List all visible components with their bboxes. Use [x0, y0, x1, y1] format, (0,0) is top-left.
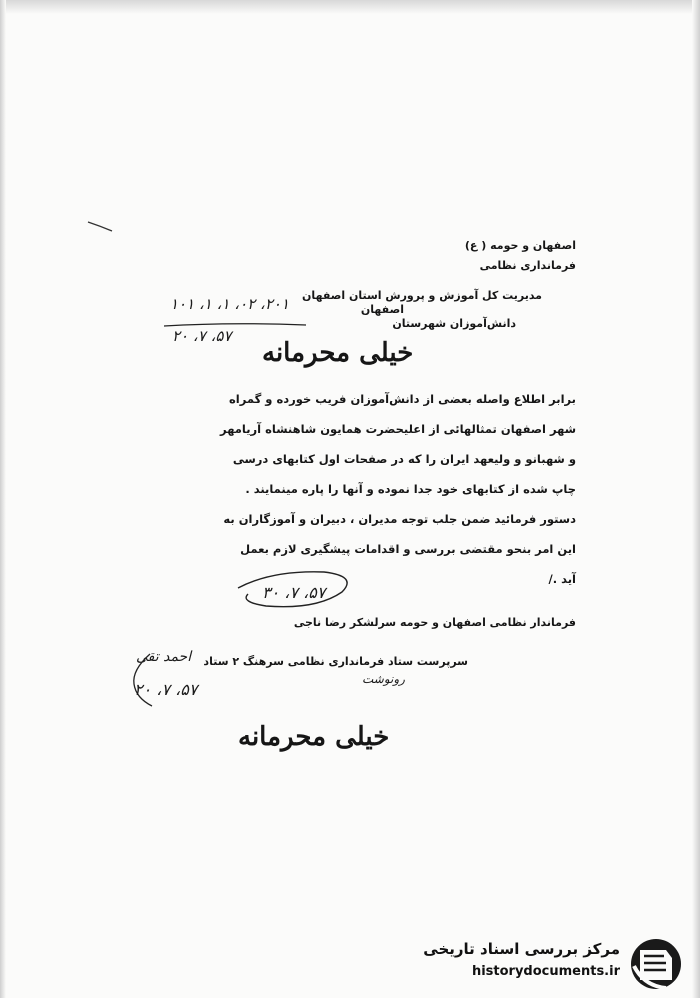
handwritten-ref-number: ۲۰۱، ۰۲، ۱، ۱، ۱۰۱: [170, 295, 290, 313]
handwritten-small-note: رونوشت: [362, 672, 405, 686]
archive-url: historydocuments.ir: [471, 964, 620, 979]
body-line-2: شهر اصفهان تمثالهائی از اعلیحضرت همایون شاهنشاه آریامهر: [220, 422, 576, 436]
pen-mark-stroke: [86, 218, 116, 234]
addressee-line-2: دانش‌آموزان شهرستان: [392, 317, 516, 330]
handwritten-note-date: ۵۷، ۷، ۳۰: [262, 583, 326, 602]
scan-edge-right: [692, 0, 700, 998]
body-line-4: چاپ شده از کتابهای خود جدا نموده و آنها را پاره مینمایند .: [245, 482, 576, 496]
archive-logo-icon: [626, 936, 684, 992]
cc-line: سرپرست ستاد فرمانداری نظامی سرهنگ ۲ ستاد: [203, 655, 468, 668]
addressee-line-1b: اصفهان: [360, 303, 404, 316]
classification-bottom: خیلی محرمانه: [238, 722, 390, 752]
handwritten-name: احمد تقی: [136, 649, 192, 665]
handwritten-ref-date: ۵۷، ۷، ۲۰: [172, 327, 232, 345]
header-line-2: فرمانداری نظامی: [479, 259, 576, 272]
handwritten-date-bottom: ۵۷، ۷، ۲۰: [134, 680, 198, 699]
archive-watermark: [418, 934, 690, 994]
body-line-6: این امر بنحو مقتضی بررسی و اقدامات پیشگیری لازم بعمل: [240, 542, 576, 556]
classification-top: خیلی محرمانه: [262, 338, 414, 368]
scan-edge-left: [0, 0, 6, 998]
archive-title: مرکز بررسی اسناد تاریخی: [423, 940, 620, 958]
header-line-1: اصفهان و حومه ( ع): [464, 239, 576, 252]
body-line-1: برابر اطلاع واصله بعضی از دانش‌آموزان فریب خورده و گمراه: [229, 392, 576, 406]
signature-line: فرماندار نظامی اصفهان و حومه سرلشکر رضا ناجی: [293, 616, 576, 629]
scan-edge-top: [0, 0, 700, 14]
addressee-line-1: مدیریت کل آموزش و پرورش استان اصفهان: [302, 289, 542, 302]
body-line-5: دستور فرمائید ضمن جلب توجه مدیران ، دبیران و آموزگاران به: [223, 512, 576, 526]
body-line-3: و شهبانو و ولیعهد ایران را که در صفحات اول کتابهای درسی: [232, 452, 576, 466]
body-line-7: آید ./: [548, 572, 576, 586]
